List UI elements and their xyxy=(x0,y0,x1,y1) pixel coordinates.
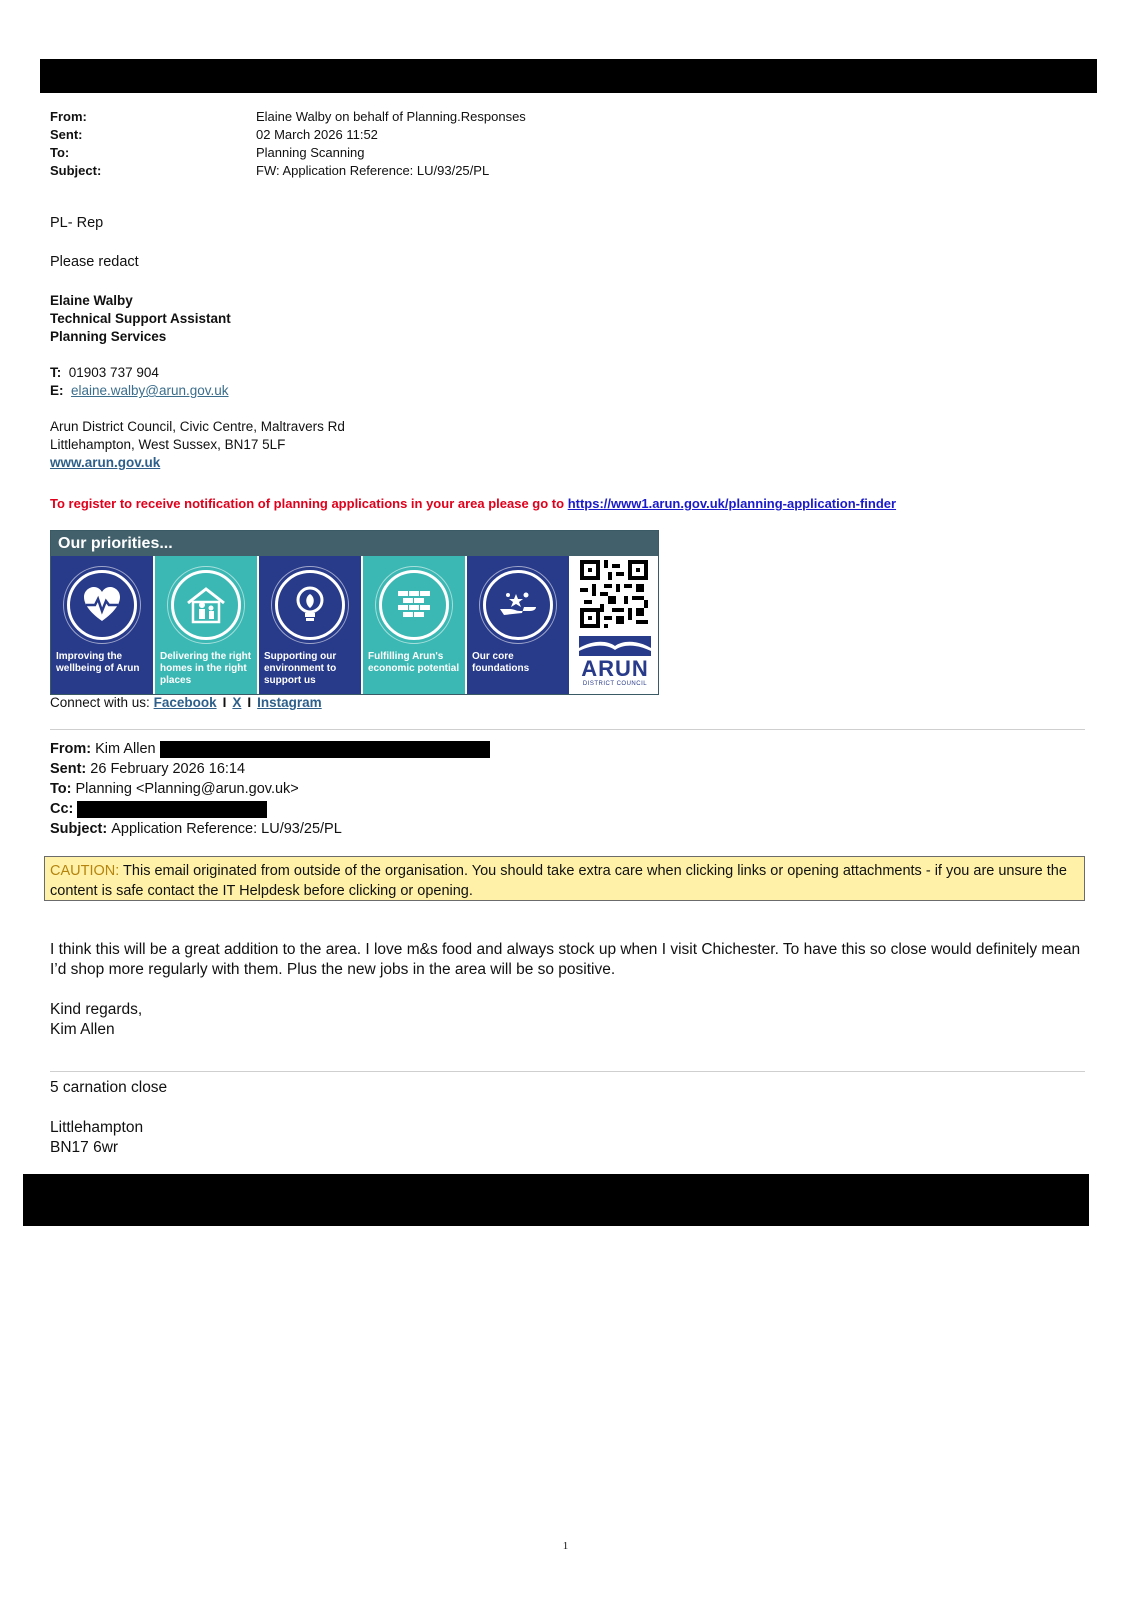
fwd-to-label: To: xyxy=(50,781,72,797)
fwd-subject-value: Application Reference: LU/93/25/PL xyxy=(111,821,342,837)
sent-value: 02 March 2026 11:52 xyxy=(256,127,378,142)
signature-block xyxy=(50,292,345,472)
caution-label: CAUTION: xyxy=(50,863,120,879)
banner-title: Our priorities... xyxy=(51,531,658,556)
sent-label: Sent: xyxy=(50,127,83,142)
arun-wave-icon xyxy=(579,636,651,658)
signature-role: Technical Support Assistant xyxy=(50,311,231,326)
fwd-sent-label: Sent: xyxy=(50,761,87,777)
address-line-1: Arun District Council, Civic Centre, Maltravers Rd xyxy=(50,419,345,434)
separator: I xyxy=(222,695,227,710)
connect-with-us xyxy=(50,695,322,710)
message-text: I think this will be a great addition to the area. I love m&s food and always stock up when I visit Chichester. To have this so close would definitely mean I’d shop more regularly with them. Plus the new jobs in the area will be so positive. xyxy=(50,941,1081,978)
priority-tile-economic xyxy=(363,556,467,694)
address-postcode: BN17 6wr xyxy=(50,1139,119,1156)
priority-tile-wellbeing xyxy=(51,556,155,694)
heart-pulse-icon xyxy=(67,570,137,640)
to-value: Planning Scanning xyxy=(256,145,365,160)
redacted-cc xyxy=(77,801,267,818)
forwarded-header xyxy=(50,739,490,839)
tile-caption-4: Fulfilling Arun's economic potential xyxy=(368,651,460,674)
phone-value: 01903 737 904 xyxy=(68,365,159,380)
message-signoff xyxy=(50,1000,142,1040)
caution-text: This email originated from outside of the organisation. You should take extra care when clicking links or opening attachments - if you are unsure the content is safe contact the IT Helpdesk before clicking or opening. xyxy=(50,863,1067,899)
connect-label: Connect with us: xyxy=(50,695,150,710)
page-number: 1 xyxy=(562,1540,569,1552)
arun-logo xyxy=(579,636,651,691)
arun-logo-text: ARUN xyxy=(581,656,649,681)
priority-tile-environment xyxy=(259,556,363,694)
priority-tile-homes xyxy=(155,556,259,694)
priorities-banner[interactable] xyxy=(50,530,659,695)
subject-value: FW: Application Reference: LU/93/25/PL xyxy=(256,163,490,178)
fwd-sent-value: 26 February 2026 16:14 xyxy=(90,761,246,777)
x-link[interactable]: X xyxy=(232,695,242,710)
fwd-subject-label: Subject: xyxy=(50,821,108,837)
planning-finder-link[interactable]: https://www1.arun.gov.uk/planning-application-finder xyxy=(567,496,897,511)
tile-caption-2: Delivering the right homes in the right places xyxy=(160,651,252,686)
from-label: From: xyxy=(50,109,87,124)
arun-logo-subtext: DISTRICT COUNCIL xyxy=(582,681,648,687)
notification-notice xyxy=(50,496,896,511)
email-link[interactable]: elaine.walby@arun.gov.uk xyxy=(71,383,229,398)
hand-stars-icon xyxy=(483,570,553,640)
caution-banner xyxy=(44,856,1085,901)
signature-dept: Planning Services xyxy=(50,329,167,344)
lightbulb-leaf-icon xyxy=(275,570,345,640)
address-street: 5 carnation close xyxy=(50,1079,168,1096)
body-line-2: Please redact xyxy=(50,254,139,270)
redacted-email xyxy=(160,741,490,758)
tile-caption-5: Our core foundations xyxy=(472,651,530,674)
body-line-1: PL- Rep xyxy=(50,215,104,231)
to-label: To: xyxy=(50,145,70,160)
fwd-from-value: Kim Allen xyxy=(95,741,156,757)
fwd-from-label: From: xyxy=(50,741,92,757)
house-family-icon xyxy=(171,570,241,640)
website-link[interactable]: www.arun.gov.uk xyxy=(50,455,161,470)
email-label: E: xyxy=(50,383,64,398)
instagram-link[interactable]: Instagram xyxy=(257,695,322,710)
qr-logo-tile xyxy=(571,556,658,694)
fwd-to-value: Planning <Planning@arun.gov.uk> xyxy=(75,781,299,797)
facebook-link[interactable]: Facebook xyxy=(153,695,217,710)
divider xyxy=(50,1071,1085,1072)
phone-label: T: xyxy=(50,365,62,380)
priority-tile-foundations xyxy=(467,556,571,694)
fwd-cc-label: Cc: xyxy=(50,801,74,817)
subject-label: Subject: xyxy=(50,163,102,178)
notice-text: To register to receive notification of planning applications in your area please go to xyxy=(50,496,565,511)
from-value: Elaine Walby on behalf of Planning.Responses xyxy=(256,109,526,124)
tile-caption-3: Supporting our environment to support us xyxy=(264,651,337,686)
signature-name: Elaine Walby xyxy=(50,293,133,308)
sender-name: Kim Allen xyxy=(50,1021,115,1038)
tile-caption-1: Improving the wellbeing of Arun xyxy=(56,651,140,674)
sender-address xyxy=(50,1078,167,1158)
brick-wall-icon xyxy=(379,570,449,640)
address-town: Littlehampton xyxy=(50,1119,144,1136)
redaction-bar-top xyxy=(40,59,1097,93)
email-header xyxy=(50,108,526,180)
address-line-2: Littlehampton, West Sussex, BN17 5LF xyxy=(50,437,286,452)
redaction-bar-bottom xyxy=(23,1174,1089,1226)
closing: Kind regards, xyxy=(50,1001,143,1018)
qr-code-icon xyxy=(580,560,648,628)
separator: I xyxy=(247,695,252,710)
divider xyxy=(50,729,1085,730)
